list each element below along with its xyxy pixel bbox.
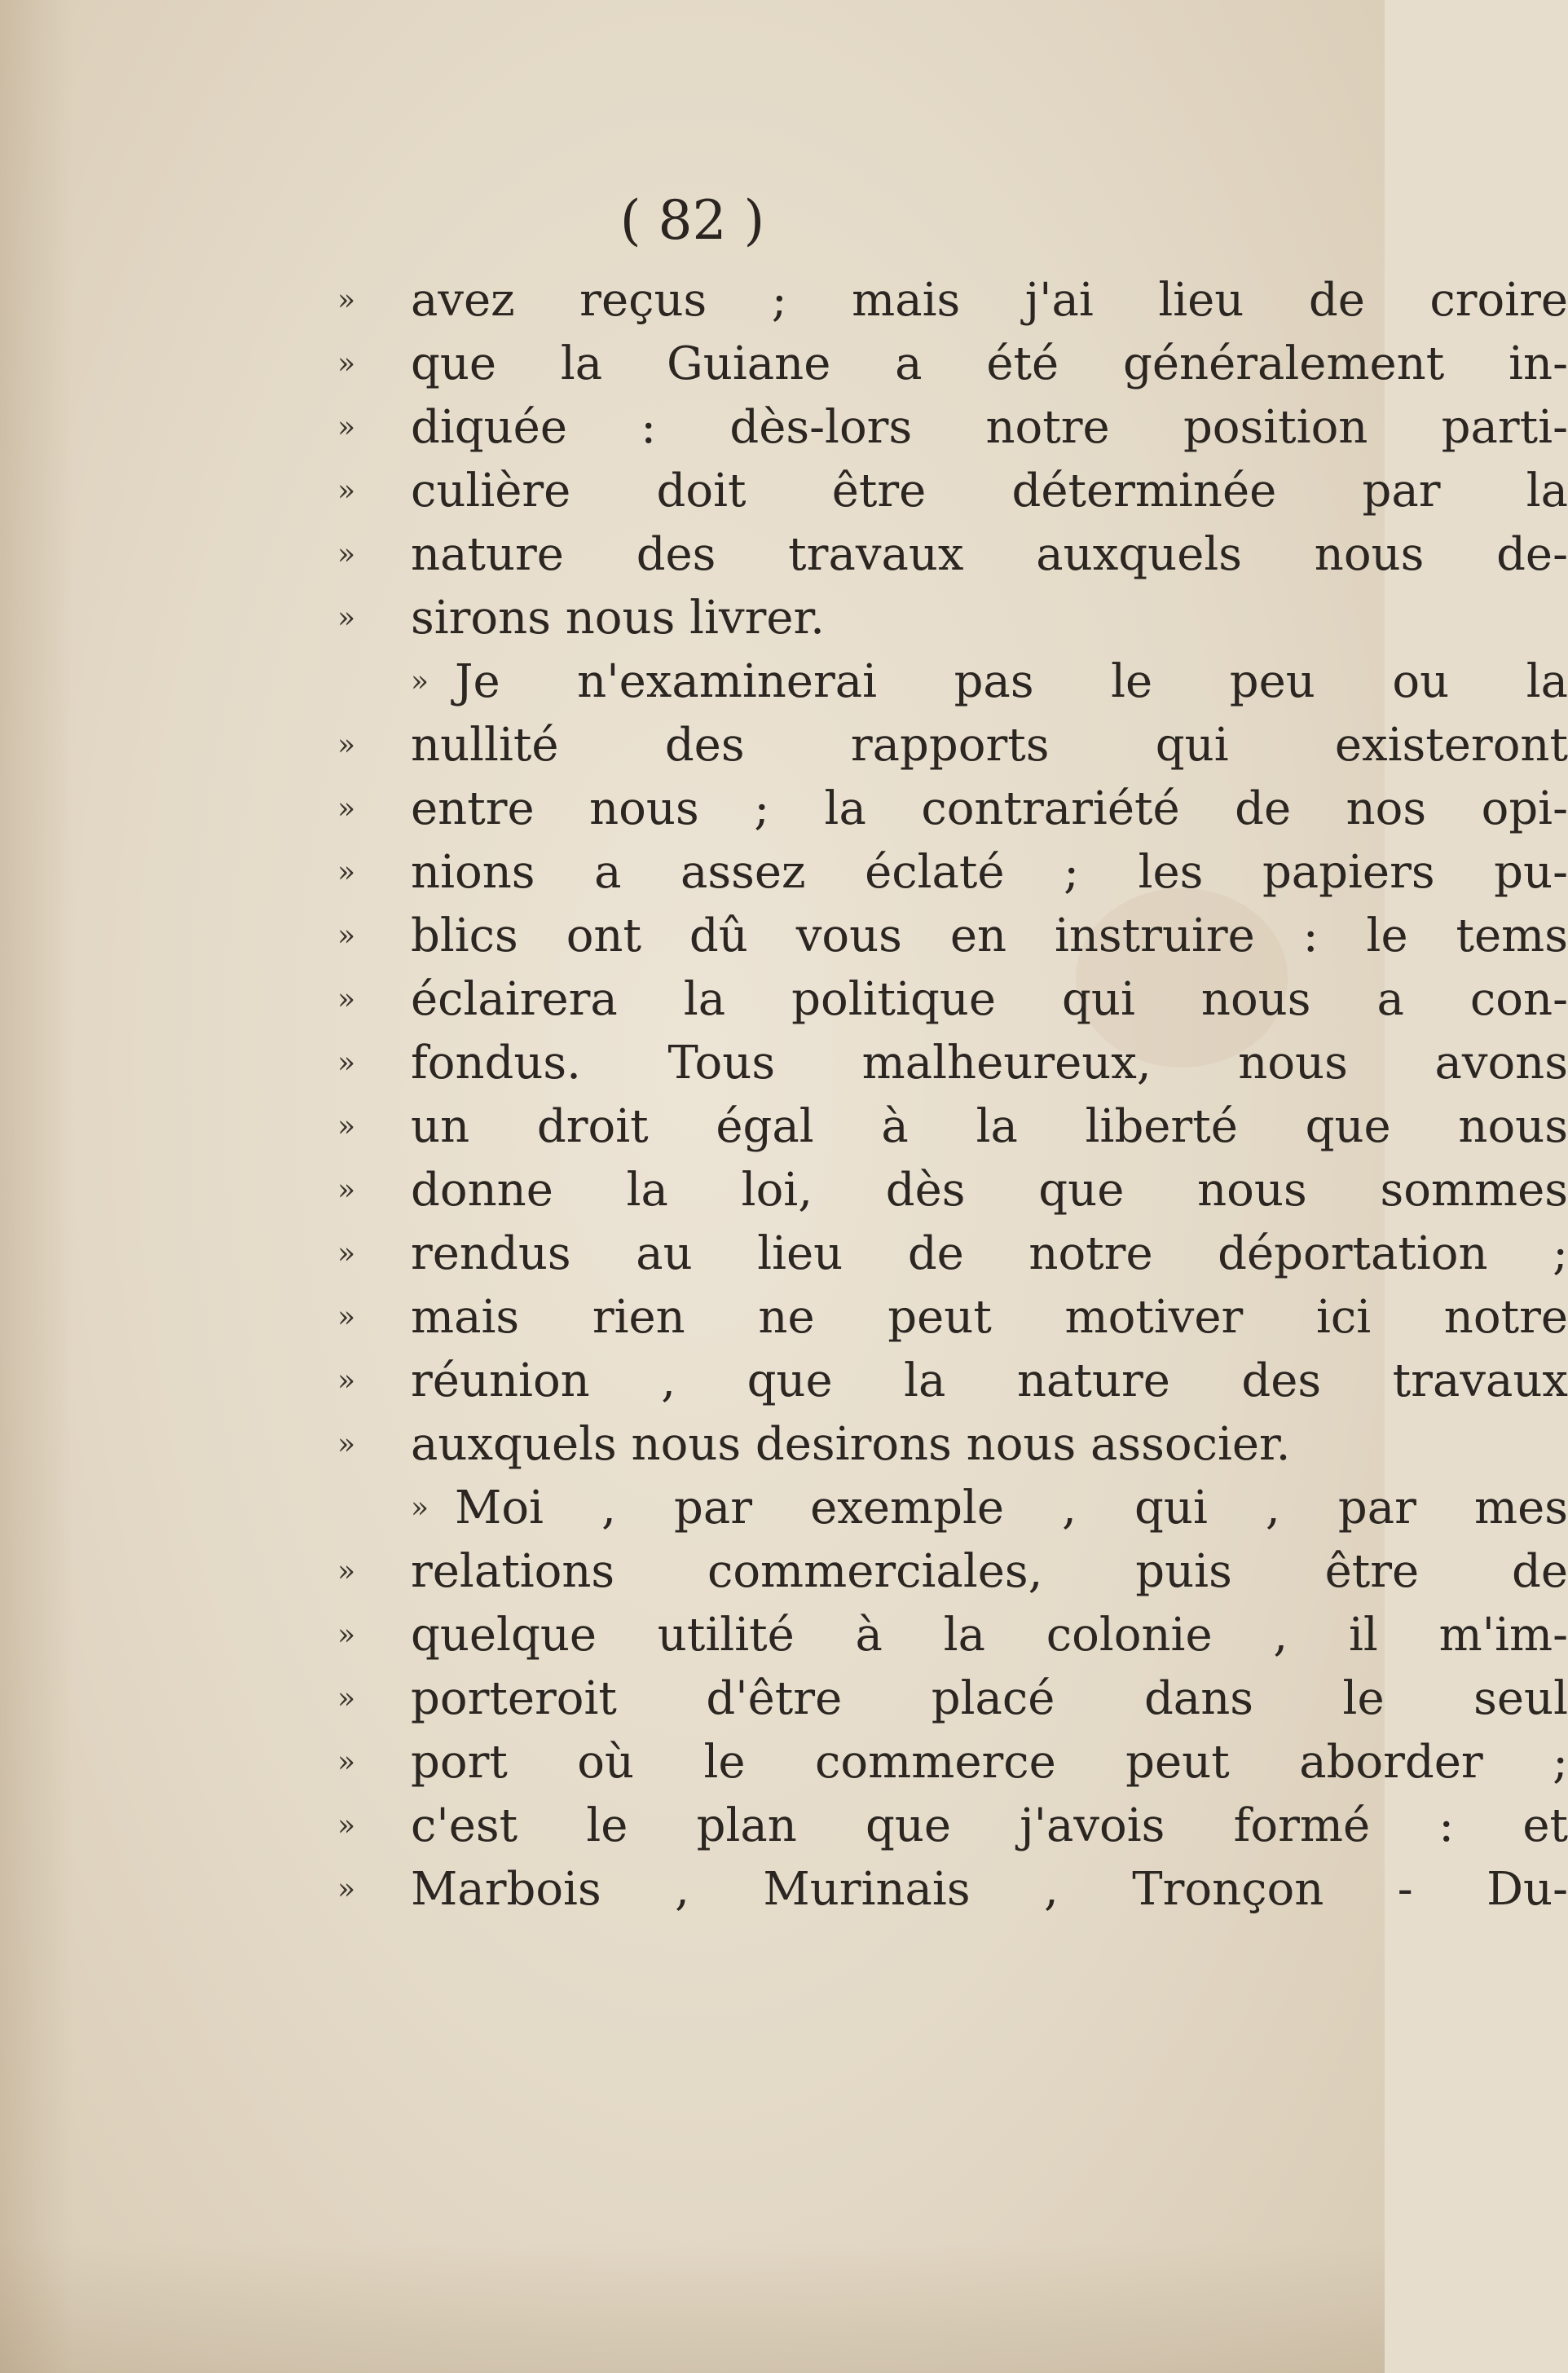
text-line [337,841,1568,905]
quote-mark: » [337,1364,356,1398]
text-line [337,396,1568,460]
line-text: port où le commerce peut aborder ; [411,1736,1568,1789]
text-line [337,1794,1568,1858]
text-line [337,1286,1568,1349]
quote-mark: » [337,919,356,953]
quote-mark: » [337,729,356,762]
quote-mark: » [337,856,356,889]
line-text: Moi , par exemple , qui , par mes [455,1481,1568,1534]
quote-mark: » [337,1428,356,1461]
text-line [337,269,1568,332]
quote-mark: » [337,792,356,825]
quote-mark: » [337,1809,356,1842]
line-text: nions a assez éclaté ; les papiers pu- [411,846,1568,899]
quote-mark: » [337,474,356,508]
quote-mark: » [337,347,356,381]
line-text: quelque utilité à la colonie , il m'im- [411,1609,1568,1662]
text-line [337,523,1568,587]
page-number: ( 82 ) [619,189,765,252]
line-text: Je n'examinerai pas le peu ou la [455,655,1568,708]
text-line [337,1222,1568,1286]
quote-mark: » [337,1110,356,1143]
line-text: diquée : dès-lors notre position parti- [411,401,1568,454]
line-text: un droit égal à la liberté que nous [411,1100,1568,1153]
text-line [337,1604,1568,1667]
quote-mark: » [411,665,429,698]
line-text: mais rien ne peut motiver ici notre [411,1291,1568,1344]
quote-mark: » [337,601,356,635]
line-text: Marbois , Murinais , Tronçon - Du- [411,1863,1568,1916]
quote-mark: » [337,1682,356,1715]
quote-mark: » [337,1173,356,1207]
text-line [342,650,1568,714]
text-line [337,905,1568,968]
line-text: nullité des rapports qui existeront [411,719,1568,772]
line-text: culière doit être déterminée par la [411,464,1568,517]
line-text: fondus. Tous malheureux, nous avons [411,1037,1568,1090]
quote-mark: » [411,1491,429,1525]
quote-mark: » [337,538,356,571]
line-text: porteroit d'être placé dans le seul [411,1672,1568,1725]
line-text: éclairera la politique qui nous a con- [411,973,1568,1026]
text-line [337,1413,1291,1477]
text-line [337,1731,1568,1794]
line-text: relations commerciales, puis être de [411,1545,1568,1598]
text-line [337,714,1568,777]
text-line [342,1477,1568,1540]
text-line [337,1349,1568,1413]
line-text: blics ont dû vous en instruire : le tems [411,909,1568,962]
line-text: rendus au lieu de notre déportation ; [411,1227,1568,1280]
text-line [337,777,1568,841]
line-text: entre nous ; la contrariété de nos opi- [411,782,1568,835]
line-text: donne la loi, dès que nous sommes [411,1164,1568,1217]
paper-stain-left [0,0,73,2373]
text-line [337,1095,1568,1159]
text-line [337,587,1271,650]
text-line [337,1032,1568,1095]
quote-mark: » [337,1046,356,1080]
line-text: sirons nous livrer. [411,592,825,645]
text-line [337,460,1568,523]
quote-mark: » [337,411,356,444]
body-text [337,269,1568,1922]
line-text: réunion , que la nature des travaux [411,1354,1568,1407]
line-text: nature des travaux auxquels nous de- [411,528,1568,581]
paper-stain-bottom [0,2243,1385,2373]
line-text: auxquels nous desirons nous associer. [411,1418,1291,1471]
quote-mark: » [337,1618,356,1652]
quote-mark: » [337,1237,356,1270]
quote-mark: » [337,983,356,1016]
text-line [337,1667,1568,1731]
text-line [337,1858,1568,1922]
text-line [337,1540,1568,1604]
quote-mark: » [337,284,356,317]
text-line [337,968,1568,1032]
quote-mark: » [337,1746,356,1779]
quote-mark: » [337,1873,356,1906]
text-line [337,1159,1568,1222]
line-text: que la Guiane a été généralement in- [411,337,1568,390]
quote-mark: » [337,1301,356,1334]
text-line [337,332,1568,396]
line-text: c'est le plan que j'avois formé : et [411,1799,1568,1852]
quote-mark: » [337,1555,356,1588]
line-text: avez reçus ; mais j'ai lieu de croire [411,274,1568,327]
